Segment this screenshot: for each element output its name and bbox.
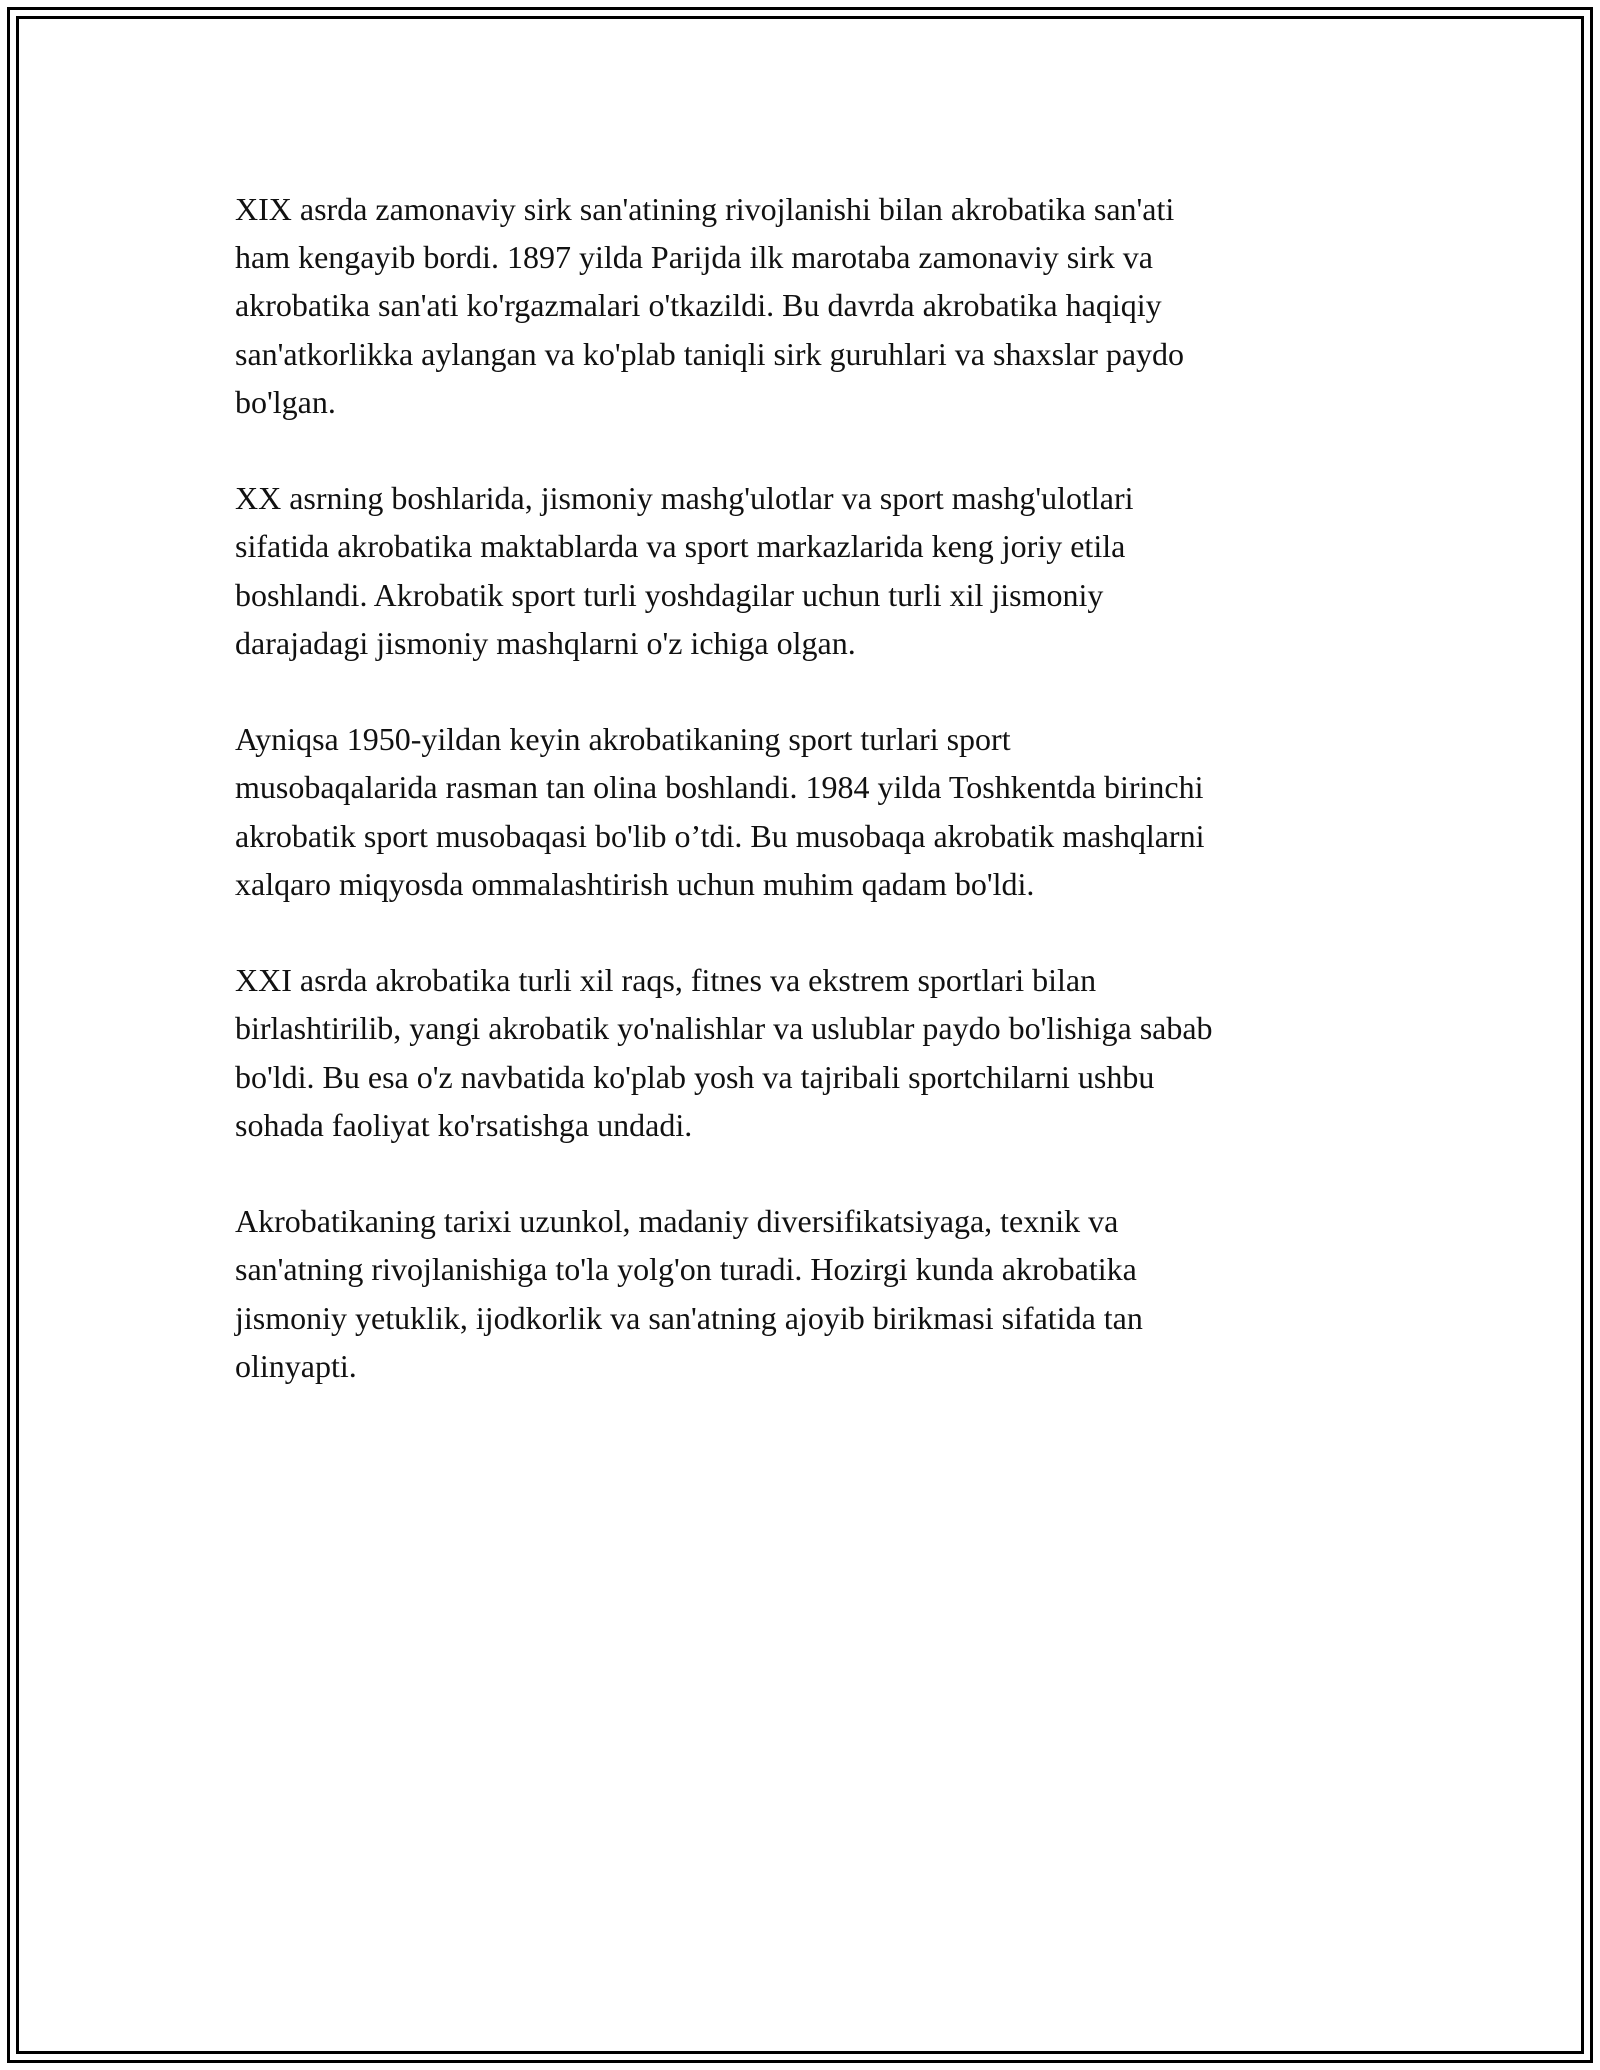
paragraph-5: Akrobatikaning tarixi uzunkol, madaniy diversifikatsiyaga, texnik va san'atning rivojlanishiga to'la yolg'on turadi. Hozirgi kunda akrobatika jismoniy yetuklik, ijodkorlik va san'atning ajoyib birikmasi sifatida tan olinyapti.: [235, 1203, 1143, 1384]
paragraph-3: Ayniqsa 1950-yildan keyin akrobatikaning sport turlari sport musobaqalarida rasman tan olina boshlandi. 1984 yilda Toshkentda birinchi akrobatik sport musobaqasi bo'lib o’tdi. Bu musobaqa akrobatik mashqlarni xalqaro miqyosda ommalashtirish uchun muhim qadam bo'ldi.: [235, 721, 1205, 902]
paragraph-2: XX asrning boshlarida, jismoniy mashg'ulotlar va sport mashg'ulotlari sifatida akrobatika maktablarda va sport markazlarida keng joriy etila boshlandi. Akrobatik sport turli yoshdagilar uchun turli xil jismoniy darajadagi jismoniy mashqlarni o'z ichiga olgan.: [235, 480, 1134, 661]
paragraph-4: XXI asrda akrobatika turli xil raqs, fitnes va ekstrem sportlari bilan birlashtirilib, yangi akrobatik yo'nalishlar va uslublar paydo bo'lishiga sabab bo'ldi. Bu esa o'z navbatida ko'plab yosh va tajribali sportchilarni ushbu sohada faoliyat ko'rsatishga undadi.: [235, 962, 1213, 1143]
paragraph-1: XIX asrda zamonaviy sirk san'atining rivojlanishi bilan akrobatika san'ati ham kengayib bordi. 1897 yilda Parijda ilk marotaba zamonaviy sirk va akrobatika san'ati ko'rgazmalari o'tkazildi. Bu davrda akrobatika haqiqiy san'atkorlikka aylangan va ko'plab taniqli sirk guruhlari va shaxslar paydo bo'lgan.: [235, 191, 1185, 420]
document-body: [235, 185, 1375, 1438]
